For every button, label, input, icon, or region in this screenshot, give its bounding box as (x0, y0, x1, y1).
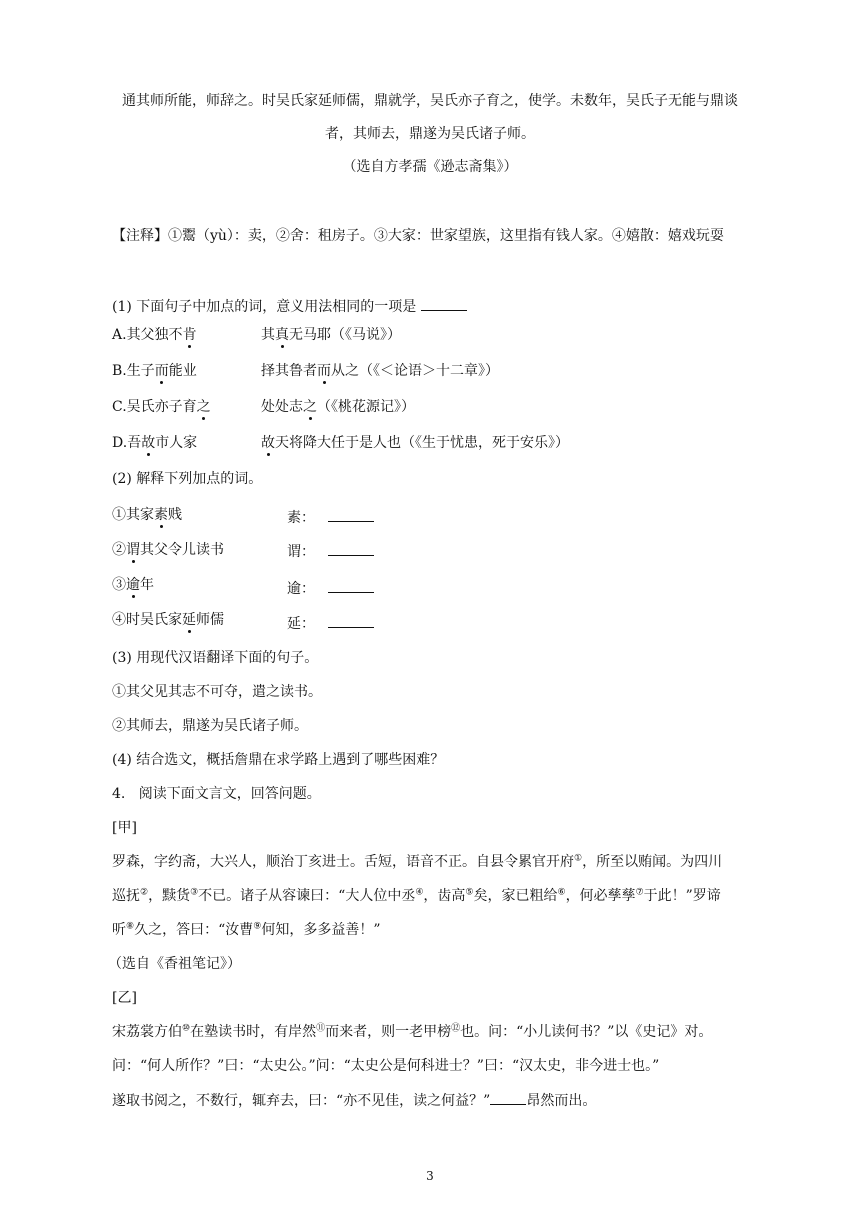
dotted-word: 而 (154, 363, 169, 379)
q3-stem: (3) 用现代汉语翻译下面的句子。 (112, 650, 319, 666)
q3-sentence-1: ①其父见其志不可夺，遣之读书。 (112, 684, 322, 700)
q1-answer-blank[interactable] (421, 296, 467, 311)
q1-option-c-compare: 处处志之（《桃花源记》） (261, 399, 415, 415)
passage-jia-line-2: 巡抚②，黩货③不已。诸子从容谏曰：“大人位中丞④，齿高⑤矣，家已粗给⑥，何必孳孳⑦于此！”罗谛 (112, 887, 721, 904)
q2-item-1-answer: 素： (287, 507, 374, 528)
q1-option-b: B.生子而能业 (112, 363, 197, 379)
problem-number: 4. (112, 786, 126, 802)
dotted-word: 之 (196, 399, 211, 415)
passage-jia-source: （选自《香祖笔记》） (108, 956, 241, 972)
passage-yi-label: [乙] (112, 990, 137, 1006)
dotted-word: 真 (275, 327, 289, 343)
passage-yi-blank[interactable] (490, 1090, 526, 1105)
passage-jia-line-1: 罗森，字约斋，大兴人，顺治丁亥进士。舌短，语音不正。自县令累官开府①，所至以贿闻。为四川 (112, 853, 723, 870)
dotted-word: 逾 (126, 577, 140, 593)
dotted-word: 延 (182, 612, 196, 628)
q2-item-4-blank[interactable] (328, 613, 374, 628)
notes-text: ①鬻（yù）：卖，②舍：租房子。③大家：世家望族，这里指有钱人家。④嬉散：嬉戏玩耍 (168, 228, 724, 244)
passage-jia-line-3: 听⑧久之，答曰：“汝曹⑨何知，多多益善！” (112, 921, 381, 938)
dotted-word: 而 (317, 363, 331, 379)
q2-item-3: ③逾年 (112, 577, 154, 593)
q2-stem: (2) 解释下列加点的词。 (112, 471, 263, 487)
q2-item-1: ①其家素贱 (112, 507, 182, 523)
q1-option-a: A.其父独不肯 (112, 327, 197, 343)
q1-option-a-compare: 其真无马耶（《马说》） (261, 327, 401, 343)
passage-line-1: 通其师所能，师辞之。时吴氏家延师儒，鼎就学，吴氏亦子育之，使学。未数年，吴氏子无能与鼎谈 (122, 93, 738, 109)
q4-stem: (4) 结合选文，概括詹鼎在求学路上遇到了哪些困难？ (112, 752, 445, 768)
dotted-word: 谓 (126, 542, 140, 558)
q2-item-2-answer: 谓： (287, 541, 374, 562)
notes-line (112, 226, 724, 246)
q3-sentence-2: ②其师去，鼎遂为吴氏诸子师。 (112, 718, 308, 734)
q1-option-c: C.吴氏亦子育之 (112, 399, 211, 415)
dotted-word: 素 (154, 507, 168, 523)
q2-item-4: ④时吴氏家延师儒 (112, 612, 224, 628)
q2-item-4-answer: 延： (287, 613, 374, 634)
problem-stem: 阅读下面文言文，回答问题。 (138, 786, 321, 802)
q2-item-3-blank[interactable] (328, 578, 374, 593)
notes-label: 【注释】 (112, 228, 168, 244)
passage-source: （选自方孝孺《逊志斋集》） (342, 159, 518, 175)
q2-item-1-blank[interactable] (328, 507, 374, 522)
q2-item-2: ②谓其父令儿读书 (112, 542, 224, 558)
passage-jia-label: [甲] (112, 820, 137, 836)
passage-yi-line-1: 宋荔裳方伯⑩在塾读书时，有岸然⑪而来者，则一老甲榜⑫也。问：“小儿读何书？”以《史记》对。 (112, 1023, 713, 1040)
dotted-word: 故 (261, 435, 275, 451)
problem-4-heading (112, 784, 321, 804)
q1-option-d: D.吾故市人家 (112, 435, 198, 451)
q1-option-d-compare: 故天将降大任于是人也（《生于忧患，死于安乐》） (261, 435, 569, 451)
q2-item-3-answer: 逾： (287, 578, 374, 599)
passage-yi-line-2: 问：“何人所作？”曰：“太史公。”问：“太史公是何科进士？”曰：“汉太史，非今进士也。” (112, 1058, 660, 1074)
dotted-word: 故 (141, 435, 156, 451)
dotted-word: 肯 (182, 327, 197, 343)
passage-line-2: 者，其师去，鼎遂为吴氏诸子师。 (325, 126, 535, 142)
q2-item-2-blank[interactable] (328, 541, 374, 556)
q1-stem: (1) 下面句子中加点的词，意义用法相同的一项是 (112, 296, 467, 317)
q1-option-b-compare: 择其鲁者而从之（《＜论语＞十二章》） (261, 363, 499, 379)
dotted-word: 之 (303, 399, 317, 415)
passage-yi-line-3: 遂取书阅之，不数行，辄弃去，曰：“亦不见佳，读之何益？” 昂然而出。 (112, 1090, 596, 1111)
page-number: 3 (426, 1169, 434, 1183)
